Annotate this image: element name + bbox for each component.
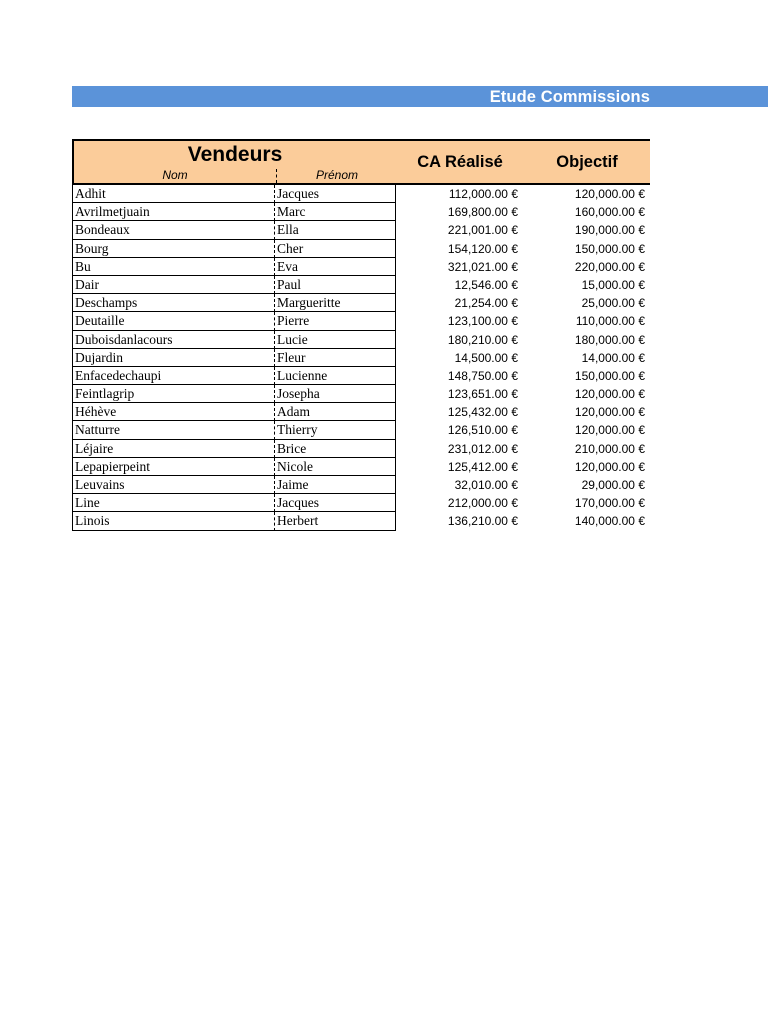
cell-objectif[interactable]: 120,000.00 € [574,459,645,474]
cell-prenom[interactable]: Herbert [274,512,396,530]
table-row [72,276,650,294]
cell-ca-realise[interactable]: 125,412.00 € [447,459,518,474]
cell-ca-realise[interactable]: 126,510.00 € [447,423,518,438]
cell-objectif[interactable]: 120,000.00 € [574,423,645,438]
cell-ca-realise[interactable]: 123,100.00 € [447,314,518,329]
table-row [72,221,650,239]
cell-objectif[interactable]: 15,000.00 € [581,277,645,292]
cell-nom[interactable]: Leuvains [72,476,274,494]
cell-nom[interactable]: Enfacedechaupi [72,367,274,385]
cell-nom[interactable]: Bourg [72,240,274,258]
table-row [72,258,650,276]
table-row [72,240,650,258]
table-row [72,385,650,403]
title-band [72,86,768,107]
table-row [72,294,650,312]
table-row [72,403,650,421]
cell-ca-realise[interactable]: 125,432.00 € [447,405,518,420]
cell-prenom[interactable]: Jacques [274,494,396,512]
cell-nom[interactable]: Héhève [72,403,274,421]
cell-ca-realise[interactable]: 154,120.00 € [447,241,518,256]
cell-ca-realise[interactable]: 231,012.00 € [447,441,518,456]
sheet-title: Etude Commissions [489,88,650,106]
cell-nom[interactable]: Line [72,494,274,512]
cell-prenom[interactable]: Paul [274,276,396,294]
cell-ca-realise[interactable]: 180,210.00 € [447,332,518,347]
table-row [72,367,650,385]
cell-prenom[interactable]: Lucienne [274,367,396,385]
table-row [72,331,650,349]
cell-ca-realise[interactable]: 21,254.00 € [454,296,518,311]
header-nom: Nom [162,168,188,182]
header-objectif: Objectif [556,153,618,171]
cell-ca-realise[interactable]: 112,000.00 € [448,187,518,201]
table-row [72,185,650,203]
cell-ca-realise[interactable]: 212,000.00 € [447,496,518,511]
cell-nom[interactable]: Dair [72,276,274,294]
cell-ca-realise[interactable]: 123,651.00 € [447,387,518,402]
cell-objectif[interactable]: 120,000.00 € [574,187,645,201]
cell-objectif[interactable]: 180,000.00 € [574,332,645,347]
cell-ca-realise[interactable]: 136,210.00 € [447,514,518,529]
table-row [72,512,650,530]
table-body [72,185,650,531]
cell-objectif[interactable]: 120,000.00 € [574,405,645,420]
cell-objectif[interactable]: 120,000.00 € [574,387,645,402]
cell-prenom[interactable]: Lucie [274,331,396,349]
cell-prenom[interactable]: Jacques [274,185,396,203]
header-vendeurs: Vendeurs [187,143,283,166]
cell-prenom[interactable]: Cher [274,240,396,258]
table-row [72,476,650,494]
cell-objectif[interactable]: 190,000.00 € [574,223,645,238]
cell-nom[interactable]: Avrilmetjuain [72,203,274,221]
table-row [72,494,650,512]
table-row [72,421,650,439]
cell-nom[interactable]: Bondeaux [72,221,274,239]
cell-ca-realise[interactable]: 148,750.00 € [447,368,518,383]
cell-objectif[interactable]: 220,000.00 € [574,259,645,274]
table-row [72,440,650,458]
cell-prenom[interactable]: Josepha [274,385,396,403]
cell-ca-realise[interactable]: 169,800.00 € [447,205,518,220]
cell-objectif[interactable]: 210,000.00 € [574,441,645,456]
cell-objectif[interactable]: 150,000.00 € [574,368,645,383]
cell-ca-realise[interactable]: 321,021.00 € [447,259,518,274]
table-header [72,139,650,185]
cell-prenom[interactable]: Margueritte [274,294,396,312]
cell-prenom[interactable]: Ella [274,221,396,239]
table-row [72,349,650,367]
cell-nom[interactable]: Feintlagrip [72,385,274,403]
cell-prenom[interactable]: Thierry [274,421,396,439]
cell-nom[interactable]: Linois [72,512,274,530]
cell-ca-realise[interactable]: 14,500.00 € [454,350,518,365]
table-row [72,458,650,476]
cell-prenom[interactable]: Brice [274,440,396,458]
cell-prenom[interactable]: Marc [274,203,396,221]
table-row [72,203,650,221]
cell-ca-realise[interactable]: 221,001.00 € [447,223,518,238]
cell-prenom[interactable]: Jaime [274,476,396,494]
cell-objectif[interactable]: 140,000.00 € [574,514,645,529]
cell-ca-realise[interactable]: 32,010.00 € [454,478,518,492]
cell-objectif[interactable]: 25,000.00 € [581,296,645,311]
cell-nom[interactable]: Deutaille [72,312,274,330]
cell-nom[interactable]: Dujardin [72,349,274,367]
cell-nom[interactable]: Duboisdanlacours [72,331,274,349]
cell-nom[interactable]: Lepapierpeint [72,458,274,476]
cell-nom[interactable]: Bu [72,258,274,276]
table-row [72,312,650,330]
cell-prenom[interactable]: Pierre [274,312,396,330]
cell-prenom[interactable]: Fleur [274,349,396,367]
cell-objectif[interactable]: 14,000.00 € [581,350,645,365]
cell-prenom[interactable]: Nicole [274,458,396,476]
cell-nom[interactable]: Natturre [72,421,274,439]
cell-prenom[interactable]: Eva [274,258,396,276]
cell-objectif[interactable]: 110,000.00 € [575,314,645,329]
cell-nom[interactable]: Léjaire [72,440,274,458]
cell-objectif[interactable]: 170,000.00 € [574,496,645,511]
cell-prenom[interactable]: Adam [274,403,396,421]
cell-objectif[interactable]: 150,000.00 € [574,241,645,256]
header-ca-realise: CA Réalisé [417,153,503,171]
cell-ca-realise[interactable]: 12,546.00 € [454,277,518,292]
cell-nom[interactable]: Adhit [72,185,274,203]
header-prenom: Prénom [315,168,359,182]
cell-objectif[interactable]: 29,000.00 € [581,478,645,492]
cell-objectif[interactable]: 160,000.00 € [574,205,645,220]
cell-nom[interactable]: Deschamps [72,294,274,312]
